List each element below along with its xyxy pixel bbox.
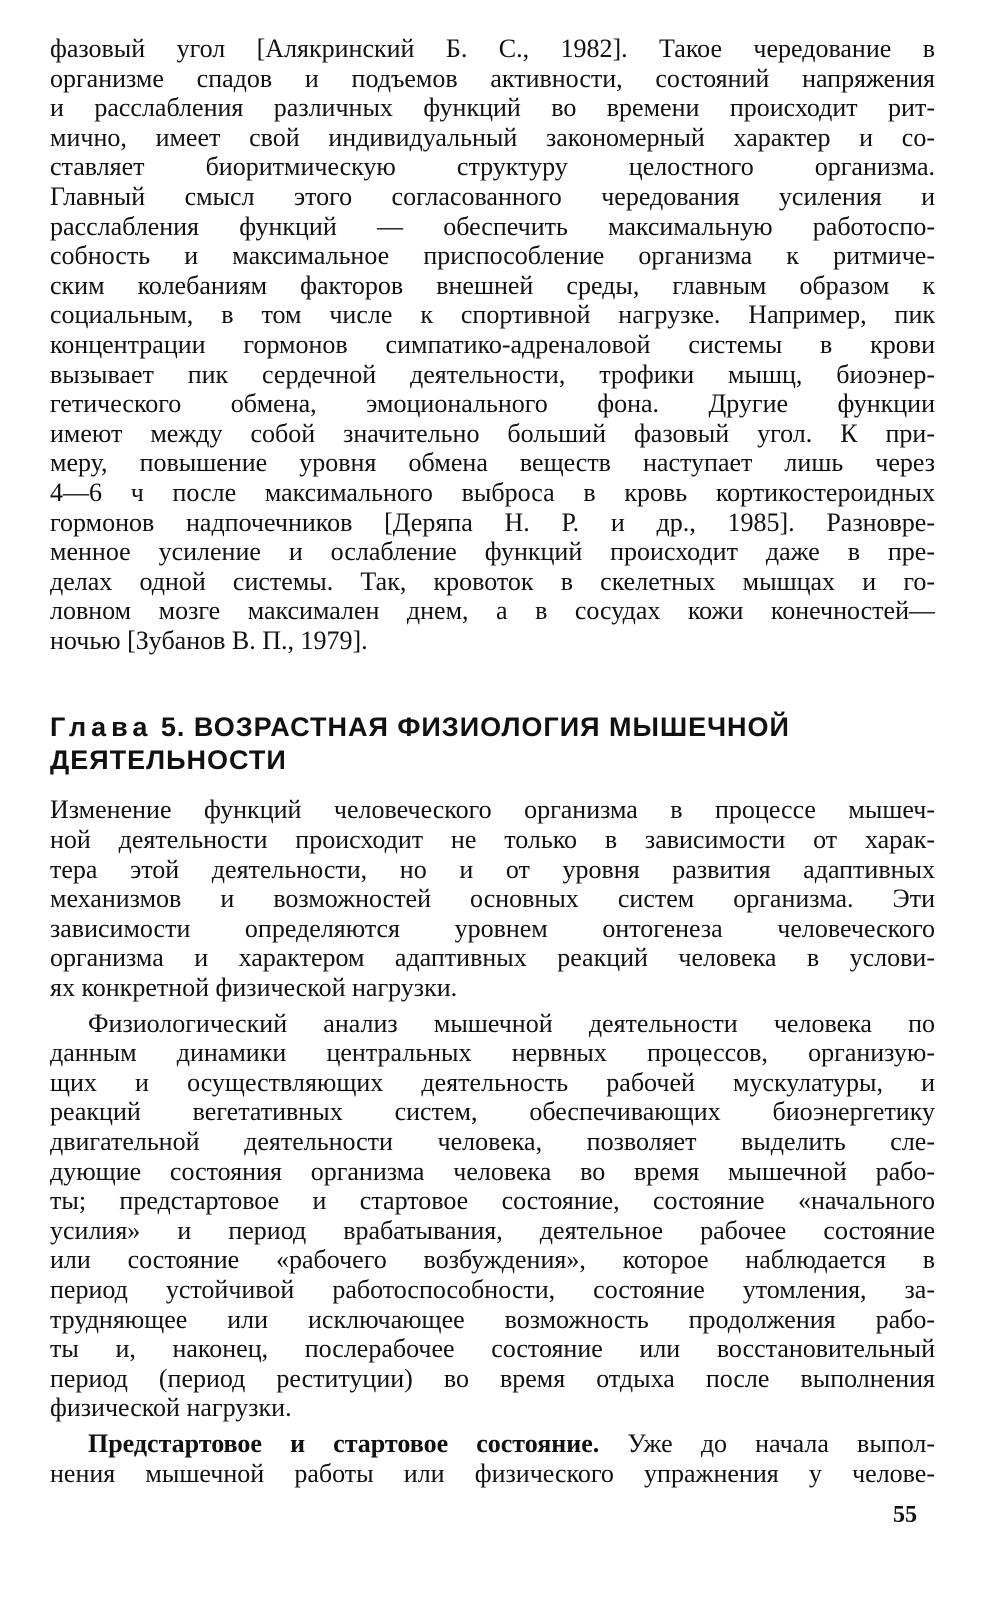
text-line: делах одной системы. Так, кровоток в скелетных мышцах и го-	[50, 566, 935, 596]
text-line: фазовый угол [Алякринский Б. С., 1982]. Такое чередование в	[50, 34, 935, 63]
text-line: нения мышечной работы или физического упражнения у челове-	[50, 1458, 935, 1488]
page-number: 55	[893, 1502, 917, 1528]
section-runin-heading: Предстартовое и стартовое состояние.	[88, 1428, 600, 1458]
text-line: ставляет биоритмическую структуру целостного организма.	[50, 152, 935, 182]
text-line: организма и характером адаптивных реакций человека в услови-	[50, 943, 935, 973]
text-line: трудняющее или исключающее возможность продолжения рабо-	[50, 1304, 935, 1334]
book-page	[50, 34, 935, 1488]
text-line: менное усиление и ослабление функций происходит даже в пре-	[50, 537, 935, 567]
text-line: Изменение функций человеческого организма в процессе мышеч-	[50, 795, 935, 825]
text-line: зависимости определяются уровнем онтогенеза человеческого	[50, 913, 935, 943]
text-line: ты и, наконец, послерабочее состояние или восстановительный	[50, 1334, 935, 1364]
text-line: реакций вегетативных систем, обеспечивающих биоэнергетику	[50, 1097, 935, 1127]
text-line: период устойчивой работоспособности, состояние утомления, за-	[50, 1274, 935, 1304]
paragraph-intro	[50, 795, 935, 1002]
text-line: Физиологический анализ мышечной деятельности человека по	[88, 1008, 935, 1038]
chapter-title-part2: ДЕЯТЕЛЬНОСТИ	[50, 745, 287, 776]
paragraph-prestart	[50, 1429, 935, 1488]
text-line: гетического обмена, эмоционального фона. Другие функции	[50, 389, 935, 419]
text-fragment: Уже до начала выпол-	[599, 1428, 935, 1458]
text-line: и расслабления различных функций во времени происходит рит-	[50, 93, 935, 123]
text-line: ты; предстартовое и стартовое состояние, состояние «начального	[50, 1186, 935, 1216]
text-line: данным динамики центральных нервных процессов, организую-	[50, 1038, 935, 1068]
text-line: ночью [Зубанов В. П., 1979].	[50, 625, 368, 655]
text-line	[50, 1429, 935, 1459]
chapter-label: Глава	[50, 712, 153, 743]
text-line: щих и осуществляющих деятельность рабочей мускулатуры, и	[50, 1067, 935, 1097]
paragraph-analysis	[50, 1009, 935, 1423]
text-line: собность и максимальное приспособление организма к ритмиче-	[50, 241, 935, 271]
text-line: имеют между собой значительно больший фазовый угол. К при-	[50, 418, 935, 448]
text-line: расслабления функций — обеспечить максимальную работоспо-	[50, 211, 935, 241]
text-line: организме спадов и подъемов активности, состояний напряжения	[50, 63, 935, 93]
text-line: двигательной деятельности человека, позволяет выделить сле-	[50, 1127, 935, 1156]
paragraph-biorhythm	[50, 34, 935, 655]
text-line: концентрации гормонов симпатико-адреналовой системы в крови	[50, 329, 935, 359]
text-line: ским колебаниям факторов внешней среды, главным образом к	[50, 270, 935, 300]
text-line: гормонов надпочечников [Деряпа Н. Р. и др., 1985]. Разновре-	[50, 507, 935, 537]
text-line: период (период реституции) во время отдыха после выполнения	[50, 1363, 935, 1393]
text-line: мично, имеет свой индивидуальный закономерный характер и со-	[50, 122, 935, 152]
text-line: ной деятельности происходит не только в зависимости от харак-	[50, 825, 935, 855]
text-line: 4—6 ч после максимального выброса в кровь кортикостероидных	[50, 477, 935, 507]
chapter-heading-line	[50, 711, 935, 744]
text-line: ях конкретной физической нагрузки.	[50, 973, 458, 1003]
text-line: дующие состояния организма человека во время мышечной рабо-	[50, 1156, 935, 1186]
text-line: тера этой деятельности, но и от уровня развития адаптивных	[50, 854, 935, 884]
text-line: механизмов и возможностей основных систем организма. Эти	[50, 884, 935, 914]
text-line: или состояние «рабочего возбуждения», которое наблюдается в	[50, 1245, 935, 1275]
chapter-title-part1: 5. ВОЗРАСТНАЯ ФИЗИОЛОГИЯ МЫШЕЧНОЙ	[160, 712, 790, 743]
text-line: ловном мозге максимален днем, а в сосудах кожи конечностей—	[50, 596, 935, 626]
text-line: усилия» и период врабатывания, деятельное рабочее состояние	[50, 1215, 935, 1245]
chapter-heading	[50, 711, 935, 777]
text-line: меру, повышение уровня обмена веществ наступает лишь через	[50, 448, 935, 478]
text-line: вызывает пик сердечной деятельности, трофики мышц, биоэнер-	[50, 359, 935, 389]
text-line: физической нагрузки.	[50, 1393, 292, 1423]
text-line: Главный смысл этого согласованного чередования усиления и	[50, 181, 935, 211]
text-line: социальным, в том числе к спортивной нагрузке. Например, пик	[50, 300, 935, 330]
